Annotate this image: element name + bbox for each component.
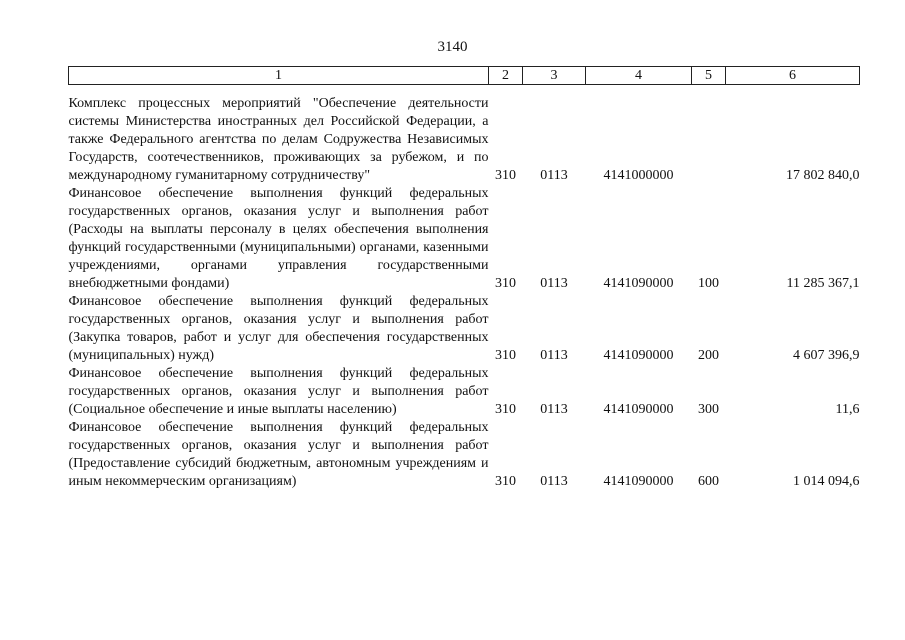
column-header-6: 6 — [726, 67, 860, 85]
row-col3: 0113 — [540, 348, 568, 363]
row-col3: 0113 — [540, 474, 568, 489]
row-col5: 100 — [698, 276, 719, 291]
row-col5: 600 — [698, 474, 719, 489]
row-col4: 4141000000 — [603, 168, 674, 183]
budget-table — [68, 66, 860, 491]
row-col5: 300 — [698, 402, 719, 417]
column-header-5: 5 — [692, 67, 726, 85]
table-row — [69, 419, 860, 491]
table-row — [69, 365, 860, 419]
row-col4: 4141090000 — [603, 402, 674, 417]
row-col5: 200 — [698, 348, 719, 363]
row-col3: 0113 — [540, 276, 568, 291]
column-header-4: 4 — [586, 67, 692, 85]
row-amount: 4 607 396,9 — [793, 348, 860, 363]
row-description: Финансовое обеспечение выполнения функций федеральных государственных органов, оказания услуг и выполнения работ (Закупка товаров, работ и услуг для обеспечения государственных (муниципальных) нужд) — [68, 294, 489, 363]
row-col3: 0113 — [540, 168, 568, 183]
header-row — [69, 67, 860, 85]
row-col2: 310 — [495, 402, 516, 417]
row-col4: 4141090000 — [603, 348, 674, 363]
row-col4: 4141090000 — [603, 276, 674, 291]
column-header-2: 2 — [489, 67, 523, 85]
table-row — [69, 293, 860, 365]
row-description: Финансовое обеспечение выполнения функций федеральных государственных органов, оказания услуг и выполнения работ (Социальное обеспечение и иные выплаты населению) — [68, 366, 489, 417]
row-col4: 4141090000 — [603, 474, 674, 489]
row-col2: 310 — [495, 168, 516, 183]
row-description: Финансовое обеспечение выполнения функций федеральных государственных органов, оказания услуг и выполнения работ (Предоставление субсидий бюджетным, автономным учреждениям и иным некоммерческим организациям) — [68, 420, 489, 489]
row-description: Комплекс процессных мероприятий "Обеспечение деятельности системы Министерства иностранных дел Российской Федерации, а также Федерального агентства по делам Содружества Независимых Государств, соотечественников, проживающих за рубежом, и по международному гуманитарному сотрудничеству" — [68, 96, 489, 183]
row-amount: 1 014 094,6 — [793, 474, 860, 489]
table-row — [69, 95, 860, 185]
row-col5 — [692, 95, 726, 185]
row-amount: 17 802 840,0 — [786, 168, 860, 183]
row-col2: 310 — [495, 474, 516, 489]
row-amount: 11,6 — [835, 402, 860, 417]
row-description: Финансовое обеспечение выполнения функций федеральных государственных органов, оказания услуг и выполнения работ (Расходы на выплаты персоналу в целях обеспечения выполнения функций государственными (муниципальными) органами, казенными учреждениями, органами управления государственными внебюджетными фондами) — [68, 186, 489, 291]
table-row — [69, 185, 860, 293]
row-col2: 310 — [495, 276, 516, 291]
page-number: 3140 — [437, 39, 468, 55]
row-amount: 11 285 367,1 — [786, 276, 860, 291]
column-header-1: 1 — [69, 67, 489, 85]
row-col2: 310 — [495, 348, 516, 363]
row-col3: 0113 — [540, 402, 568, 417]
column-header-3: 3 — [523, 67, 586, 85]
